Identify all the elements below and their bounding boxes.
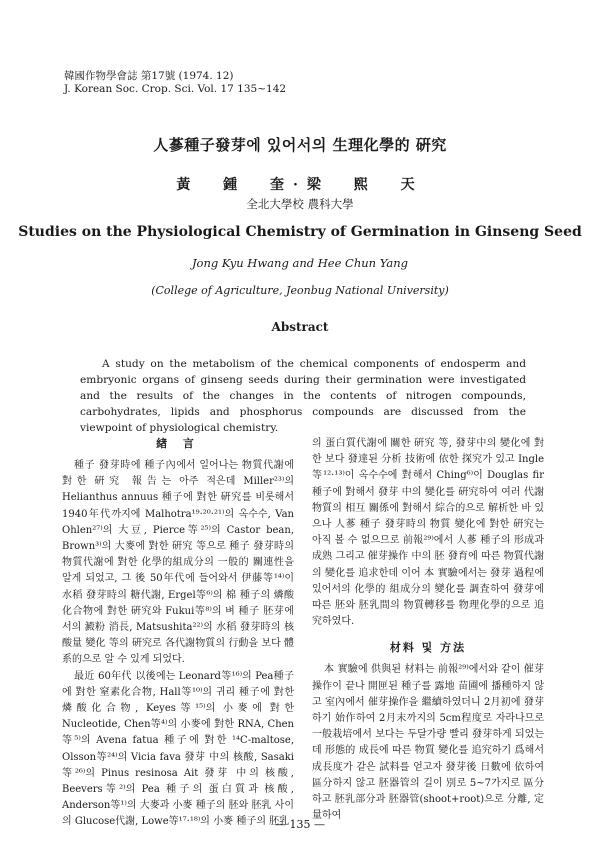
methods-heading: 材料 및 方法 [389,641,467,655]
introduction-paragraph-2: 最近 60年代 以後에는 Leonard等¹⁶⁾의 Pea種子에 對한 窒素化合物, Hall等¹⁰⁾의 귀리 種子에 對한 燐酸化合物, Keyes等¹⁵⁾의 小麥에 對한 Nucleotide, Chen等⁴⁾의 小麥에 對한 RNA, Chen等⁵⁾의 Avena fatua 種子에 對한 ¹⁴C-maltose, Olsson等²⁴⁾의 Vicia fava 發芽 中의 核酸, Sasaki等²⁶⁾의 Pinus resinosa Ait 發芽 中의 核酸, Beevers等²⁾의 Pea 種子의 蛋白質과 核酸, Anderson等¹⁾의 大麥과 小麥 種子의 胚와 胚乳 사이의 Glucose代謝, Lowe等¹⁷·¹⁸⁾의 小麥 種子의 胚乳 [62,670,294,828]
methods-paragraph-1: 本 實驗에 供與된 材料는 前報²⁹⁾에서와 같이 催芽操作이 끝나 開匣된 種子를 露地 苗圃에 播種하지 않고 室內에서 催芽操作을 繼續하였더니 2月初에 發芽하기 始作하여 2月末까지의 5cm程度로 자라나므로 一般栽培에서 보다는 두달가량 빨리 發芽하게 되었는데 形態的 成長에 따른 物質 變化를 追究하기 爲해서 成長度가 같은 試料를 얻고자 發芽後 日數에 依하여 區分하지 않고 胚器管의 길이 別로 5~7가지로 區分하고 胚乳部分과 胚器管(shoot+root)으로 分離, 定量하여 [312,664,544,822]
title-english: Studies on the Physiological Chemistry of Germination in Ginseng Seed [18,224,582,240]
journal-header [64,70,286,96]
authors-english: Jong Kyu Hwang and Hee Chun Yang [191,256,409,270]
journal-citation-ko: 韓國作物學會誌 第17號 (1974. 12) [64,70,234,82]
right-column [312,436,544,824]
abstract-text: A study on the metabolism of the chemical components of endosperm and embryonic organs of ginseng seeds during their germination were investigated and the results of the changes in the contents of nitrogen compounds, carbohydrates, lipids and phosphorus compounds are discussed from the viewpoint of physiological chemistry. [80,358,526,434]
affiliation-english: (College of Agriculture, Jeonbug National University) [151,284,449,297]
authors-korean: 黃 鍾 奎·梁 熙 天 [176,177,424,193]
affiliation-korean: 全北大學校 農科大學 [246,197,354,211]
left-column [62,436,294,831]
page-number: — 135 — [275,818,325,831]
abstract-heading: Abstract [271,320,329,334]
introduction-paragraph-continued: 의 蛋白質代謝에 關한 硏究 等, 發芽中의 變化에 對한 보다 發達된 分析 技術에 依한 探究가 있고 Ingle等¹²·¹³⁾이 옥수수에 對해서 Ching⁶⁾이 Douglas fir 種子에 對해서 發芽 中의 變化를 硏究하여 여러 代謝物質의 相互 關係에 對해서 綜合的으로 解析한 바 있으나 人蔘 種子 發芽時의 物質 變化에 對한 硏究는 아직 볼 수 없으므로 前報²⁹⁾에서 人蔘 種子의 形成과 成熟 그리고 催芽操作 中의 胚 發育에 따른 物質代謝의 變化를 追求한데 이어 本 實驗에서는 發芽 過程에 있어서의 化學的 組成分의 變化를 調査하여 發芽에 따른 胚와 胚乳間의 物質轉移를 物理化學的으로 追究하였다. [312,438,544,628]
title-korean: 人蔘種子發芽에 있어서의 生理化學的 硏究 [153,136,447,154]
journal-citation-en: J. Korean Soc. Crop. Sci. Vol. 17 135~142 [64,83,287,95]
introduction-heading: 緖 言 [156,437,200,450]
introduction-paragraph-1: 種子 發芽時에 種子內에서 일어나는 物質代謝에 對한 硏究 報告는 아주 적은데 Miller²³⁾의 Helianthus annuus 種子에 對한 硏究를 비롯해서 1940年代까지에 Malhotra¹⁹·²⁰·²¹⁾의 옥수수, Van Ohlen²⁷⁾의 大豆, Pierce等²⁵⁾의 Castor bean, Brown³⁾의 大麥에 對한 硏究 等으로 種子 發芽時의 物質代謝에 對한 化學的組成分의 一般的 關連性을 알게 되었고, 그 後 50年代에 들어와서 伊藤等¹⁴⁾이 水稻 發芽時의 糖代謝, Ergel等⁶⁾의 棉 種子의 燐酸化合物에 對한 硏究와 Fukui等⁸⁾의 벼 種子 胚芽에서의 澱粉 消長, Matsushita²²⁾의 水稻 發芽時의 核酸量 變化 等의 硏究로 各代謝物質의 行動을 보다 體系的으로 알 수 있게 되었다. [62,460,294,666]
